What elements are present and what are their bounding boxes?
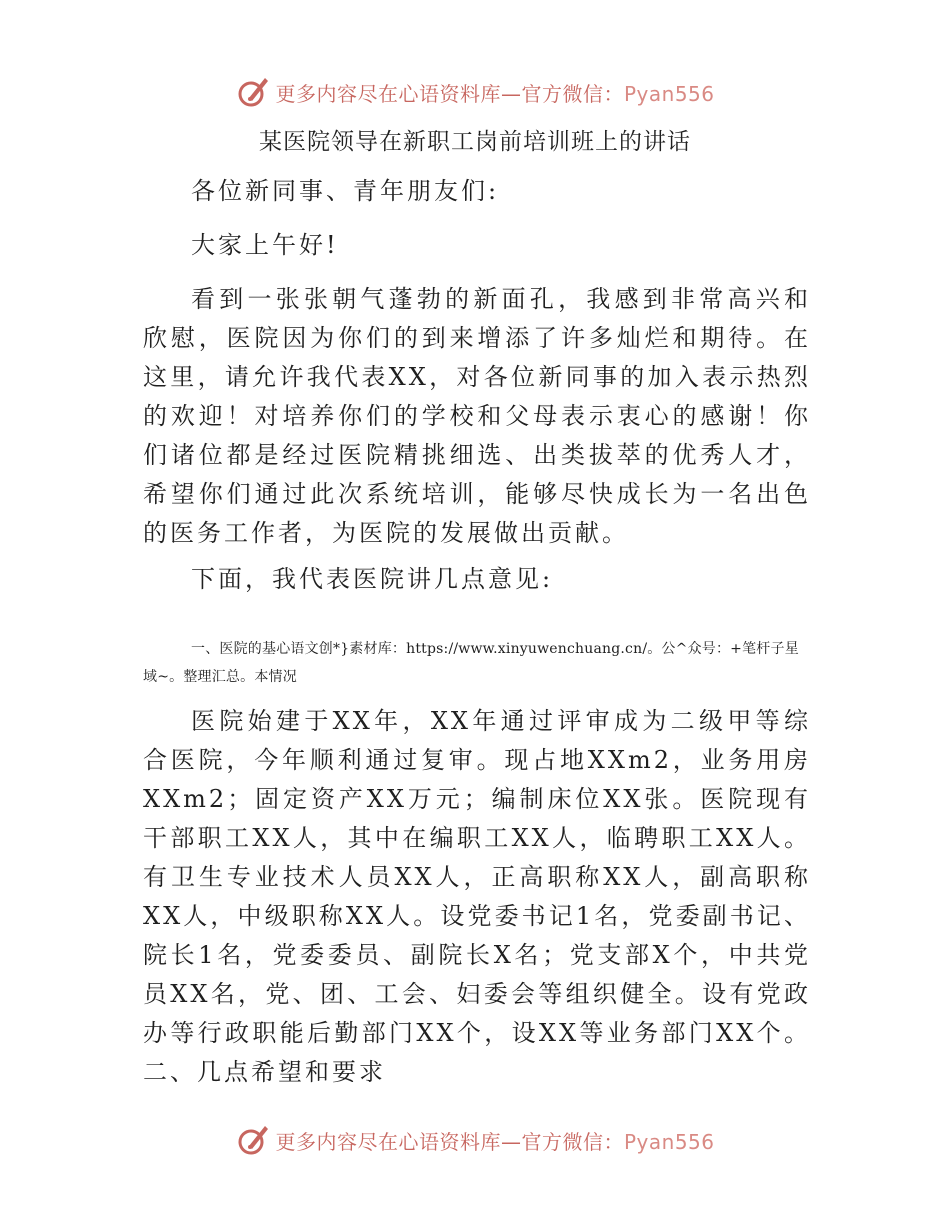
paragraph-intro: 下面，我代表医院讲几点意见: bbox=[191, 565, 554, 593]
quill-logo-icon bbox=[235, 1122, 271, 1158]
watermark-banner-top bbox=[0, 70, 950, 114]
watermark-text: 更多内容尽在心语资料库—官方微信：Pyan556 bbox=[275, 1129, 715, 1154]
watermark-banner-bottom bbox=[0, 1118, 950, 1162]
salutation: 各位新同事、青年朋友们: bbox=[191, 177, 500, 205]
greeting: 大家上午好! bbox=[191, 231, 339, 259]
watermark-text: 更多内容尽在心语资料库—官方微信：Pyan556 bbox=[275, 81, 715, 106]
paragraph-hospital-overview: 医院始建于XX年，XX年通过评审成为二级甲等综合医院，今年顺利通过复审。现占地XXm2，业务用房XXm2；固定资产XX万元；编制床位XX张。医院现有干部职工XX人，其中在编职工XX人，临聘职工XX人。有卫生专业技术人员XX人，正高职称XX人，副高职称XX人，中级职称XX人。设党委书记1名，党委副书记、院长1名，党委委员、副院长X名；党支部X个，中共党员XX名，党、团、工会、妇委会等组织健全。设有党政办等行政职能后勤部门XX个，设XX等业务部门XX个。二、几点希望和要求 bbox=[143, 707, 811, 1086]
section-heading: 一、医院的基心语文创*}素材库：https://www.xinyuwenchuang.cn/。公^众号：+笔杆子星域~。整理汇总。本情况 bbox=[143, 641, 799, 685]
document-title: 某医院领导在新职工岗前培训班上的讲话 bbox=[259, 129, 691, 155]
paragraph-welcome: 看到一张张朝气蓬勃的新面孔，我感到非常高兴和欣慰，医院因为你们的到来增添了许多灿烂和期待。在这里，请允许我代表XX，对各位新同事的加入表示热烈的欢迎！对培养你们的学校和父母表示衷心的感谢！你们诸位都是经过医院精挑细选、出类拔萃的优秀人才，希望你们通过此次系统培训，能够尽快成长为一名出色的医务工作者，为医院的发展做出贡献。 bbox=[143, 285, 811, 547]
quill-logo-icon bbox=[235, 74, 271, 110]
